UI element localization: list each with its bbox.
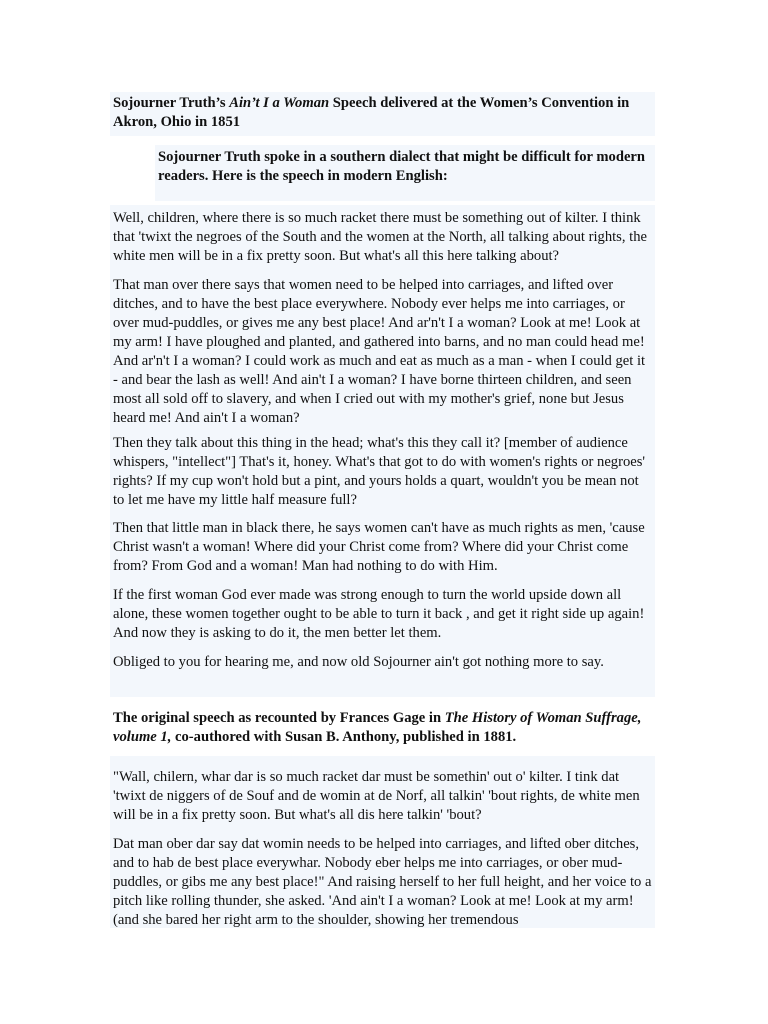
original-paragraph: "Wall, chilern, whar dar is so much racket dar must be somethin' out o' kilter. I tink dat 'twixt de niggers of de Souf and de womin at de Norf, all talkin' 'bout rights, de white men will be in a fix pretty soon. But what's all dis here talkin' 'bout? [113,769,640,823]
speech-paragraph: Then they talk about this thing in the head; what's this they call it? [member of audience whispers, "intellect"] That's it, honey. What's that got to do with women's rights or negroes' rights? If my cup won't hold but a pint, and yours holds a quart, wouldn't you be mean not to let me have my little half measure full? [113,435,646,508]
gage-heading [113,709,653,747]
gage-book-title: The History of Woman Suffrage, volume 1, [113,710,642,745]
document-title [113,94,653,132]
speech-paragraph: If the first woman God ever made was strong enough to turn the world upside down all alone, these women together ought to be able to turn it back , and get it right side up again! And now they is asking to do it, the men better let them. [113,587,645,641]
title-suffix: Speech delivered at the Women’s Convention in Akron, Ohio in 1851 [113,95,630,130]
dialect-note: Sojourner Truth spoke in a southern dialect that might be difficult for modern readers. Here is the speech in modern English: [158,149,646,184]
speech-paragraph: That man over there says that women need to be helped into carriages, and lifted over ditches, and to have the best place everywhere. Nobody ever helps me into carriages, or over mud-puddles, or gives me any best place! And ar'n't I a woman? Look at me! Look at my arm! I have ploughed and planted, and gathered into barns, and no man could head me! And ar'n't I a woman? I could work as much and eat as much as a man - when I could get it - and bear the lash as well! And ain't I a woman? I have borne thirteen children, and seen most all sold off to slavery, and when I cried out with my mother's grief, none but Jesus heard me! And ain't I a woman? [113,277,646,426]
title-italic: Ain’t I a Woman [229,95,330,111]
speech-paragraph: Then that little man in black there, he says women can't have as much rights as men, 'cause Christ wasn't a woman! Where did your Christ come from? Where did your Christ come from? From God and a woman! Man had nothing to do with Him. [113,520,645,574]
title-prefix: Sojourner Truth’s [113,95,230,111]
original-paragraph: Dat man ober dar say dat womin needs to be helped into carriages, and lifted ober ditches, and to hab de best place everywhar. Nobody eber helps me into carriages, or ober mud-puddles, or gibs me any best place!" And raising herself to her full height, and her voice to a pitch like rolling thunder, she asked. 'And ain't I a woman? Look at me! Look at my arm! (and she bared her right arm to the shoulder, showing her tremendous [113,836,652,928]
speech-paragraph: Well, children, where there is so much racket there must be something out of kilter. I think that 'twixt the negroes of the South and the women at the North, all talking about rights, the white men will be in a fix pretty soon. But what's all this here talking about? [113,210,647,264]
speech-paragraph: Obliged to you for hearing me, and now old Sojourner ain't got nothing more to say. [113,654,604,670]
gage-suffix: co-authored with Susan B. Anthony, published in 1881. [171,729,517,745]
gage-prefix: The original speech as recounted by Frances Gage in [113,710,445,726]
